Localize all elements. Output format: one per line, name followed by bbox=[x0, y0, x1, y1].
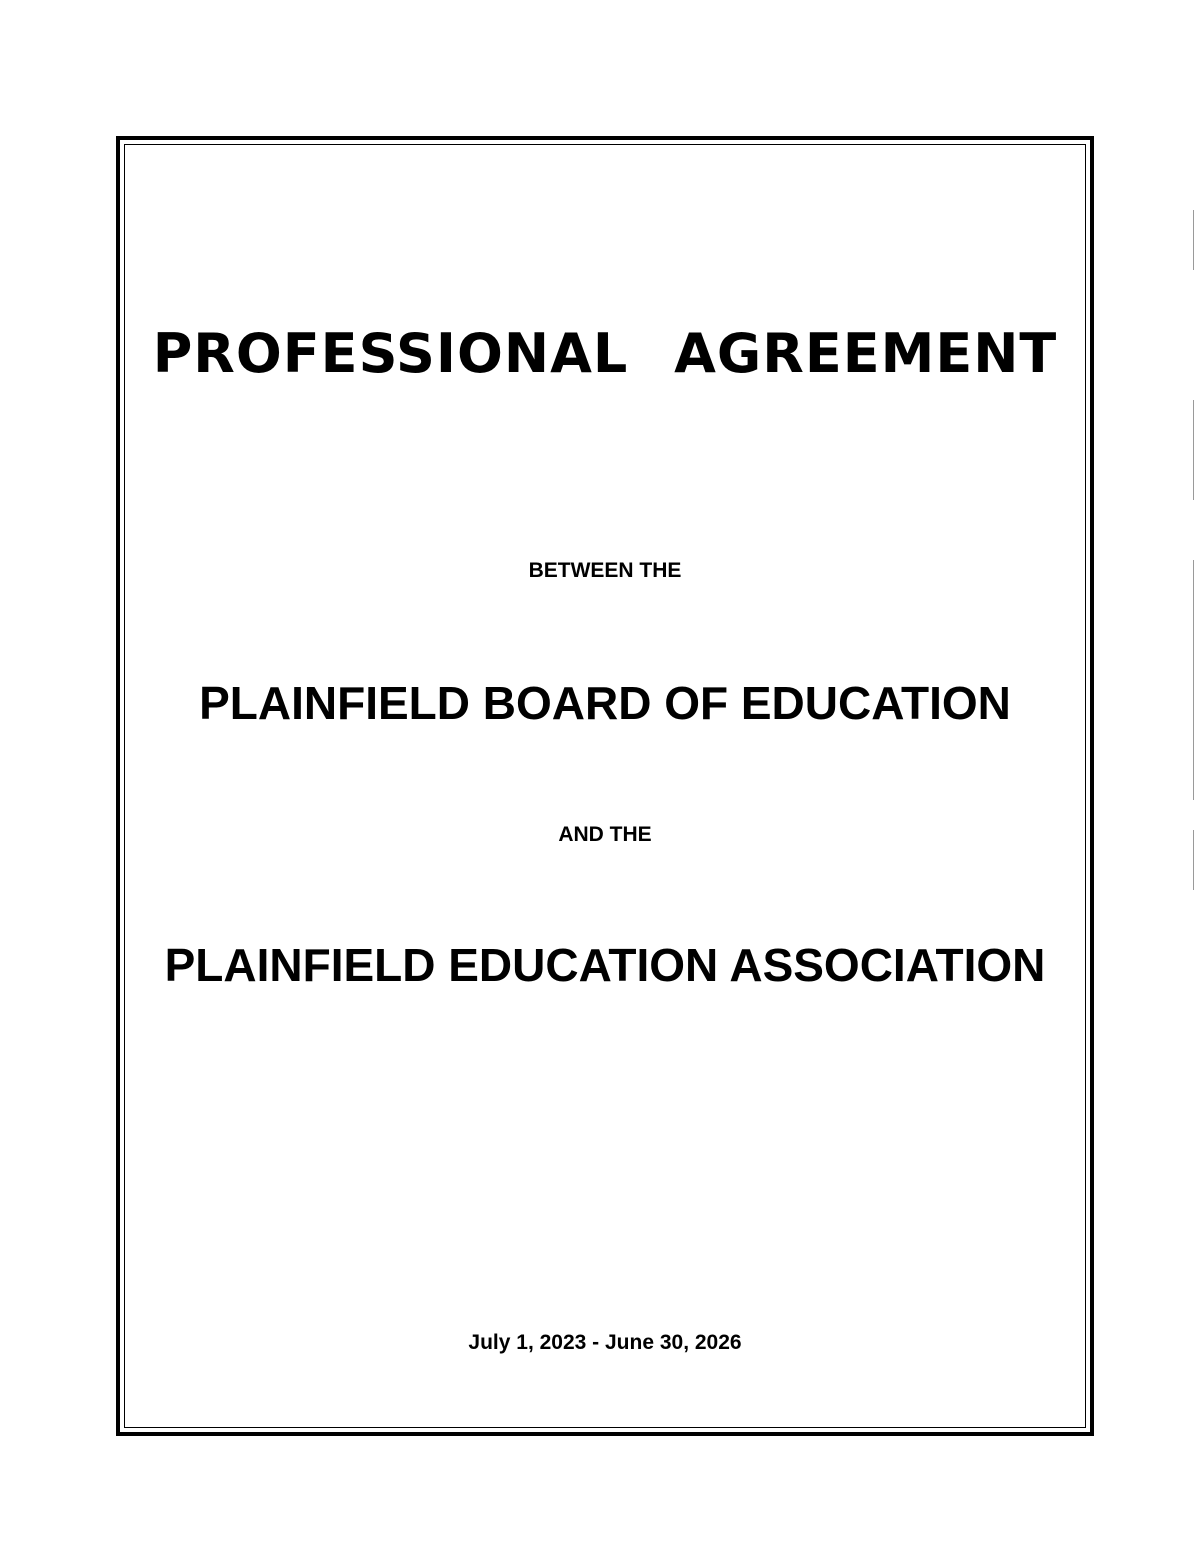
party-one-name: PLAINFIELD BOARD OF EDUCATION bbox=[199, 677, 1011, 729]
and-label: AND THE bbox=[558, 823, 652, 846]
between-label: BETWEEN THE bbox=[528, 559, 682, 582]
agreement-term: July 1, 2023 - June 30, 2026 bbox=[468, 1331, 742, 1354]
scan-artifact bbox=[1193, 400, 1194, 500]
party-two-name: PLAINFIELD EDUCATION ASSOCIATION bbox=[164, 939, 1046, 991]
scan-artifact bbox=[1193, 210, 1194, 270]
document-title: PROFESSIONAL AGREEMENT bbox=[152, 322, 1058, 385]
scan-artifact bbox=[1193, 830, 1194, 890]
scan-artifact bbox=[1193, 560, 1194, 800]
